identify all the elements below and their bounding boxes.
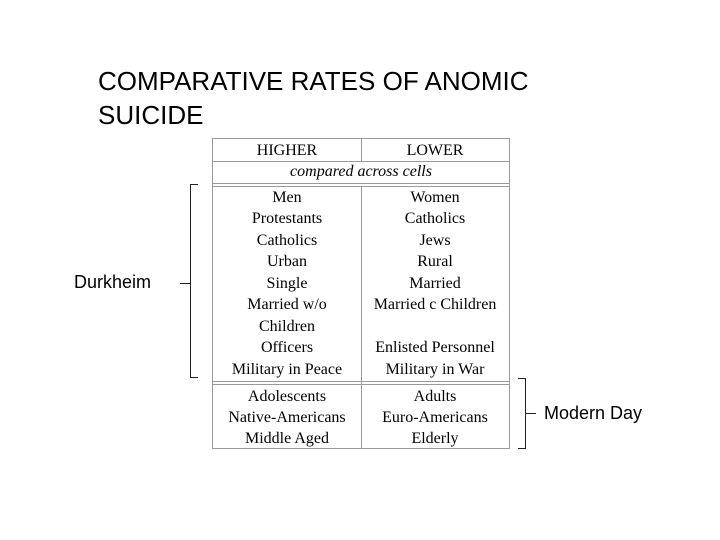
cell-higher: Protestants [251, 210, 323, 227]
table-row [213, 407, 509, 428]
cell-higher: Officers [260, 339, 314, 356]
cell-higher: Adolescents [247, 388, 327, 405]
durkheim-bracket [190, 184, 198, 378]
header-higher: HIGHER [256, 142, 318, 159]
cell-lower: Catholics [404, 210, 466, 227]
table-row [213, 208, 509, 229]
cell-lower: Enlisted Personnel [375, 339, 495, 356]
durkheim-bracket-tick [180, 283, 190, 284]
cell-higher: Catholics [256, 232, 318, 249]
cell-lower: Adults [413, 388, 457, 405]
title-line-2: SUICIDE [98, 100, 204, 130]
cell-lower: Elderly [411, 430, 459, 447]
cell-lower: Rural [417, 253, 453, 270]
modern-day-label: Modern Day [544, 403, 643, 423]
cell-lower: Women [410, 189, 460, 206]
title-line-1: COMPARATIVE RATES OF ANOMIC [98, 66, 529, 96]
header-lower: LOWER [406, 142, 464, 159]
table-row [213, 316, 509, 337]
cell-higher: Military in Peace [231, 361, 343, 378]
comparison-table [212, 138, 510, 449]
cell-higher: Men [272, 189, 302, 206]
table-row [213, 428, 509, 449]
table-row [213, 294, 509, 315]
modern-day-bracket [518, 378, 526, 449]
table-row [213, 273, 509, 294]
cell-higher: Middle Aged [245, 430, 329, 447]
table-row [213, 251, 509, 272]
cell-lower: Married [409, 275, 461, 292]
table-row [213, 337, 509, 358]
table-row [213, 359, 509, 380]
cell-higher: Single [266, 275, 308, 292]
table-row [213, 230, 509, 251]
table-subheader: compared across cells [290, 163, 432, 180]
cell-higher: Married w/o [247, 296, 327, 313]
table-row [213, 386, 509, 407]
cell-lower: Military in War [385, 361, 485, 378]
slide-title [98, 64, 558, 132]
cell-lower [361, 316, 509, 337]
modern-day-bracket-tick [526, 413, 536, 414]
durkheim-label: Durkheim [74, 272, 152, 292]
cell-higher: Urban [267, 253, 307, 270]
cell-lower: Married c Children [373, 296, 497, 313]
cell-lower: Jews [419, 232, 451, 249]
cell-higher: Native-Americans [228, 409, 346, 426]
cell-lower: Euro-Americans [382, 409, 488, 426]
table-row [213, 187, 509, 208]
cell-higher: Children [259, 318, 315, 335]
header-divider [361, 139, 362, 161]
